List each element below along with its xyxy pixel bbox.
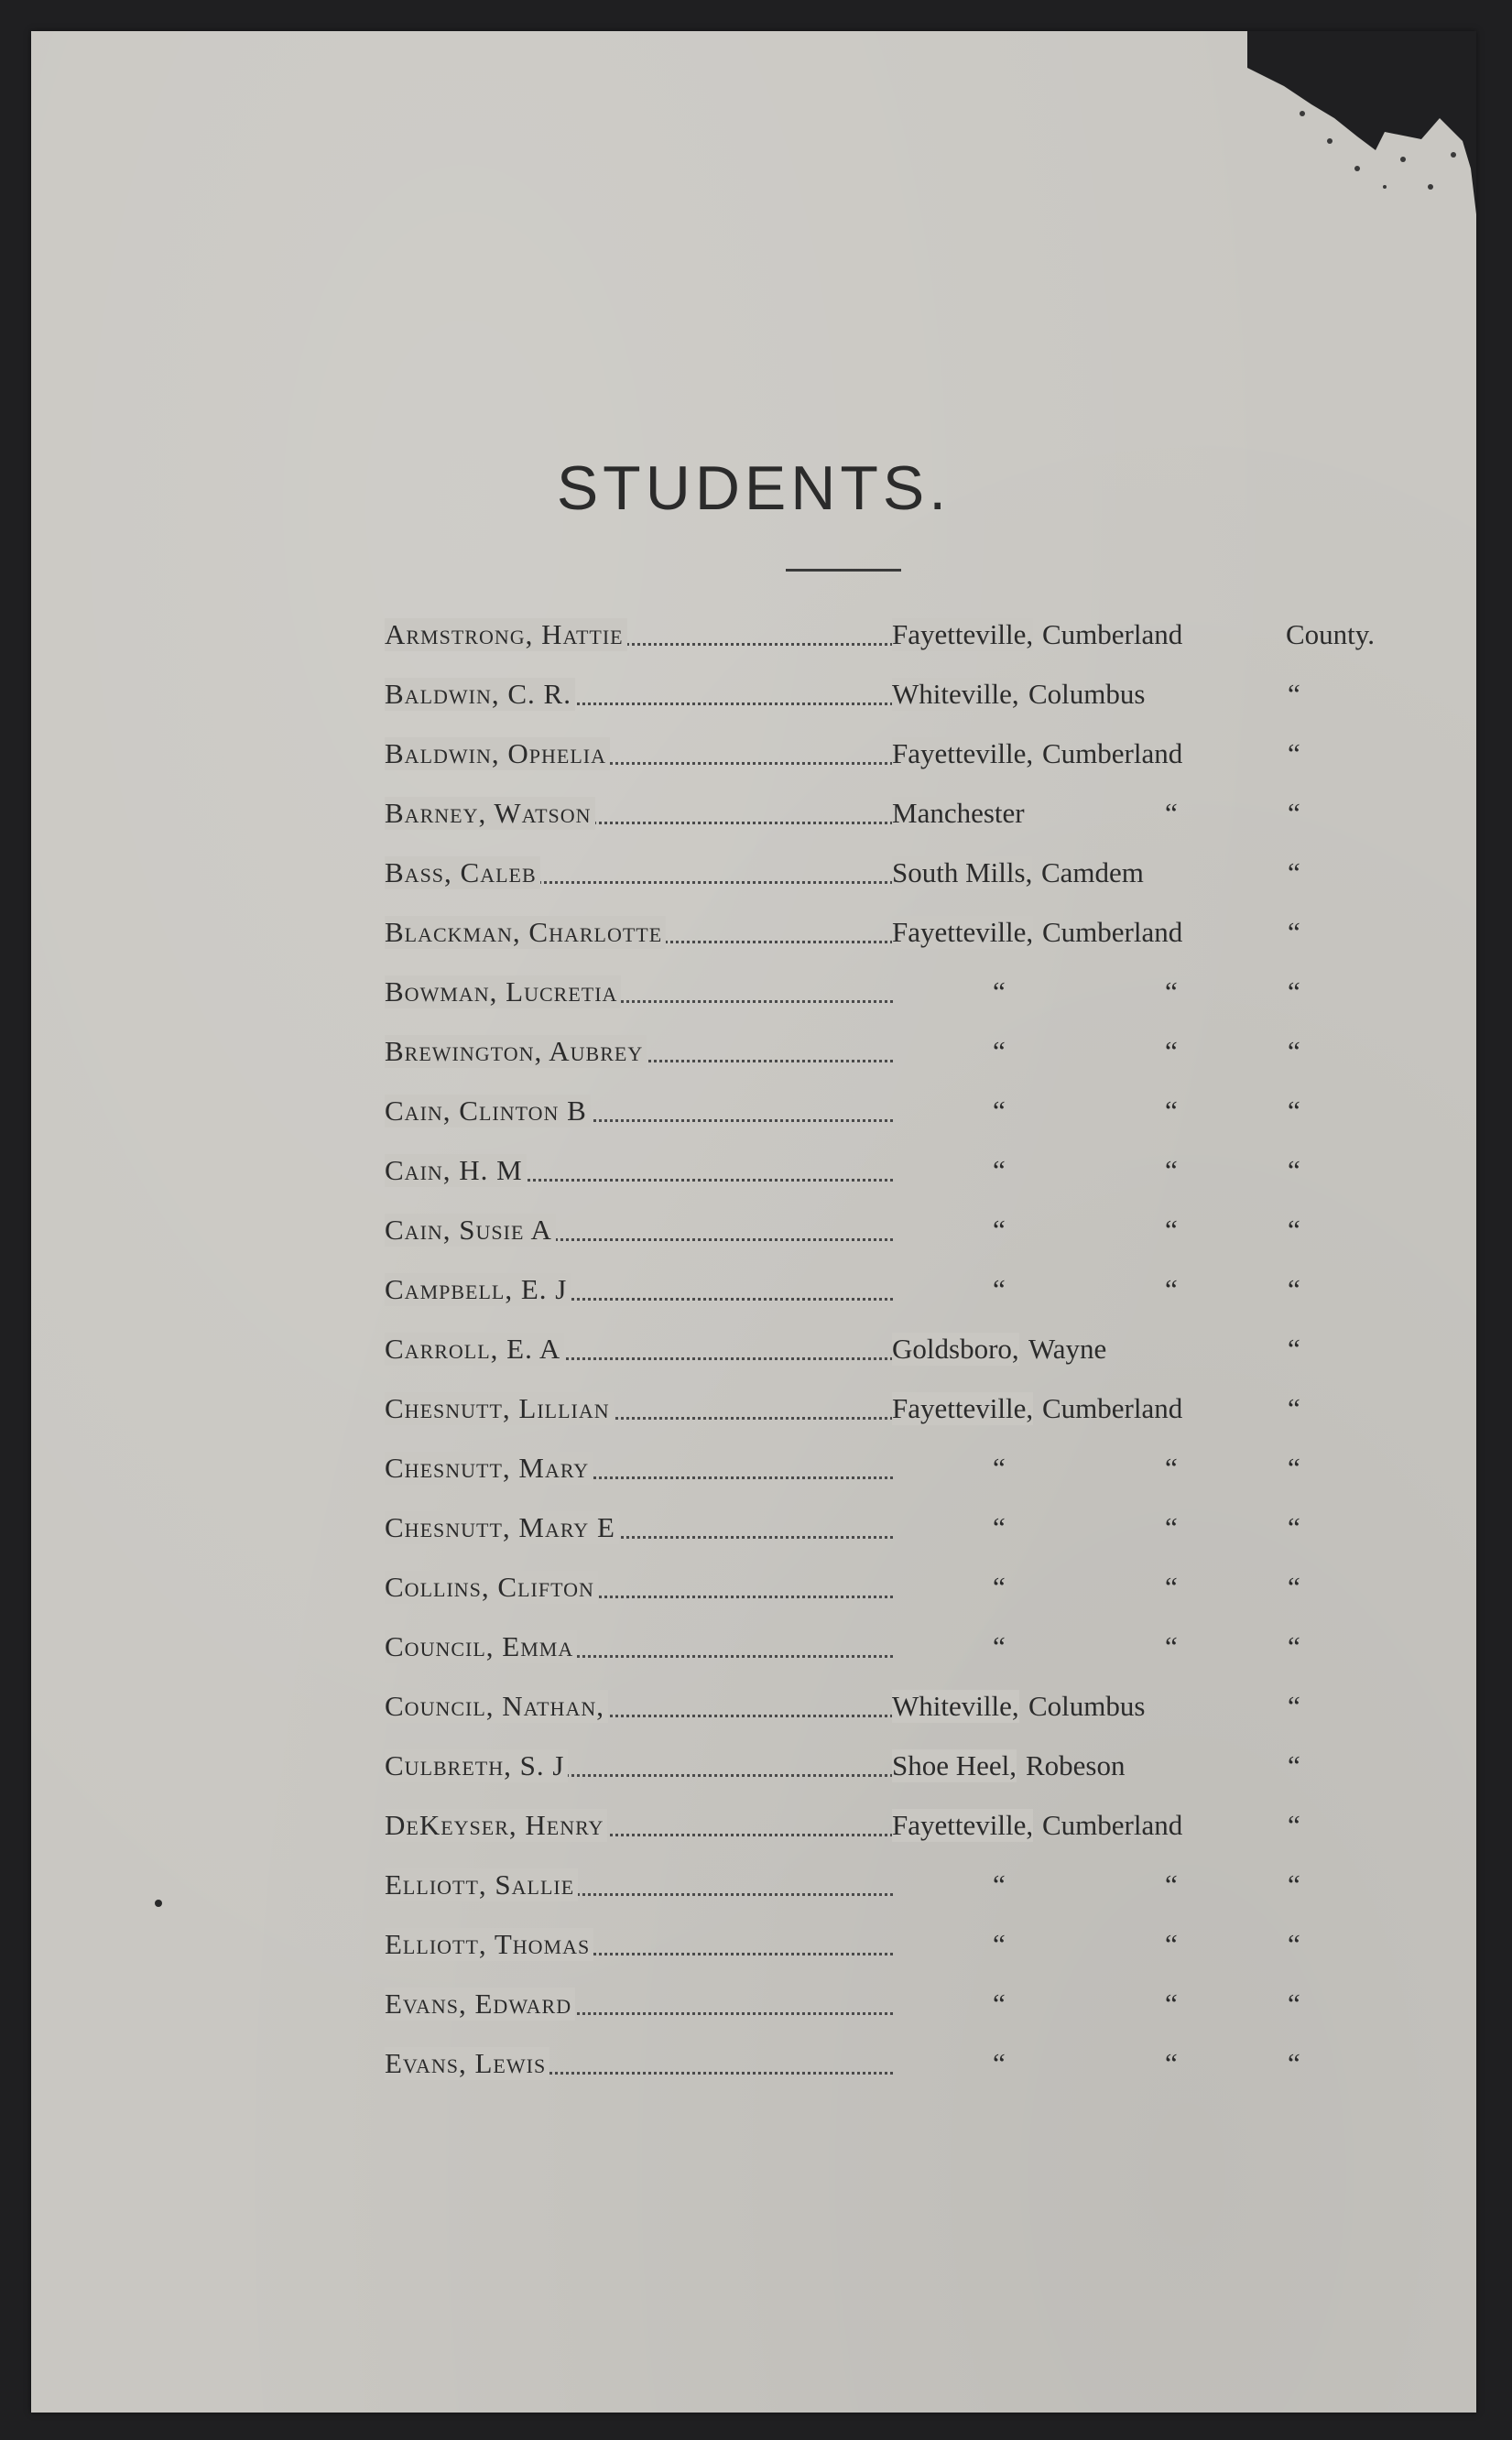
student-name: Evans, Edward	[385, 1988, 575, 2021]
list-item	[385, 897, 1374, 956]
student-county: “	[1165, 975, 1178, 1008]
county-marker: “	[1288, 1452, 1300, 1484]
student-town: Fayetteville,	[892, 737, 1034, 769]
student-town: “	[993, 1630, 1006, 1662]
county-marker: “	[1288, 1095, 1300, 1127]
county-marker: “	[1288, 1868, 1300, 1901]
student-county: “	[1165, 1154, 1178, 1186]
list-item	[385, 2028, 1374, 2087]
student-county: Columbus	[1028, 1690, 1146, 1722]
student-town: Whiteville,	[892, 1690, 1019, 1722]
student-county: Robeson	[1026, 1749, 1126, 1781]
student-town: “	[993, 1214, 1006, 1246]
student-name: Cain, Susie A	[385, 1214, 556, 1247]
student-county: “	[1165, 1452, 1178, 1484]
student-name: Bass, Caleb	[385, 856, 540, 889]
student-town: “	[993, 1452, 1006, 1484]
county-marker: “	[1288, 678, 1300, 710]
list-item	[385, 1611, 1374, 1671]
student-town: “	[993, 2047, 1006, 2079]
list-item	[385, 1016, 1374, 1075]
student-name: Elliott, Sallie	[385, 1868, 578, 1901]
county-marker: “	[1288, 975, 1300, 1008]
student-town: “	[993, 1571, 1006, 1603]
student-name: Carroll, E. A	[385, 1333, 564, 1366]
student-town: Goldsboro,	[892, 1333, 1019, 1365]
student-town: Shoe Heel,	[892, 1749, 1017, 1781]
student-town: “	[993, 1273, 1006, 1305]
student-county: “	[1165, 1630, 1178, 1662]
student-town: Manchester	[892, 797, 1025, 829]
document-page	[31, 31, 1476, 2413]
student-town: Fayetteville,	[892, 1809, 1034, 1841]
list-item	[385, 837, 1374, 897]
county-marker: “	[1288, 856, 1300, 888]
student-county: Cumberland	[1042, 618, 1183, 650]
student-name: Chesnutt, Mary	[385, 1452, 593, 1485]
student-town: Fayetteville,	[892, 1392, 1034, 1424]
student-name: Culbreth, S. J	[385, 1749, 568, 1782]
student-county: Cumberland	[1042, 1392, 1183, 1424]
county-marker: “	[1288, 797, 1300, 829]
county-marker: “	[1288, 2047, 1300, 2079]
list-item	[385, 1730, 1374, 1790]
student-town: “	[993, 1928, 1006, 1960]
county-marker: “	[1288, 916, 1300, 948]
student-name: Brewington, Aubrey	[385, 1035, 647, 1068]
student-county: Cumberland	[1042, 916, 1183, 948]
student-name: Bowman, Lucretia	[385, 975, 621, 1008]
student-name: Elliott, Thomas	[385, 1928, 593, 1961]
list-item	[385, 599, 1374, 659]
student-town: “	[993, 1035, 1006, 1067]
student-county: “	[1165, 1571, 1178, 1603]
county-marker: “	[1288, 1928, 1300, 1960]
student-county: Cumberland	[1042, 1809, 1183, 1841]
ink-speck	[155, 1900, 162, 1907]
student-town: South Mills,	[892, 856, 1033, 888]
list-item	[385, 1313, 1374, 1373]
county-marker: “	[1288, 1690, 1300, 1722]
student-name: Campbell, E. J	[385, 1273, 571, 1306]
student-county: Cumberland	[1042, 737, 1183, 769]
list-item	[385, 1909, 1374, 1968]
county-marker: “	[1288, 1273, 1300, 1305]
student-county: “	[1165, 1035, 1178, 1067]
student-name: Armstrong, Hattie	[385, 618, 627, 651]
list-item	[385, 1075, 1374, 1135]
county-marker: “	[1288, 1511, 1300, 1543]
student-county: Wayne	[1028, 1333, 1107, 1365]
list-item	[385, 1968, 1374, 2028]
student-name: Baldwin, Ophelia	[385, 737, 610, 770]
student-county: Columbus	[1028, 678, 1146, 710]
student-county: “	[1165, 1273, 1178, 1305]
student-name: Evans, Lewis	[385, 2047, 549, 2080]
student-name: Council, Emma	[385, 1630, 577, 1663]
student-list	[385, 599, 1374, 2087]
list-item	[385, 778, 1374, 837]
student-name: Cain, H. M	[385, 1154, 527, 1187]
torn-corner-damage	[1247, 31, 1476, 214]
county-marker: “	[1288, 1333, 1300, 1365]
student-name: Chesnutt, Mary E	[385, 1511, 619, 1544]
county-marker: “	[1288, 1988, 1300, 2020]
student-name: Chesnutt, Lillian	[385, 1392, 614, 1425]
list-item	[385, 1849, 1374, 1909]
county-marker: “	[1288, 1571, 1300, 1603]
student-name: Baldwin, C. R.	[385, 678, 575, 711]
list-item	[385, 1552, 1374, 1611]
list-item	[385, 718, 1374, 778]
page-title: STUDENTS.	[556, 453, 952, 523]
student-name: Collins, Clifton	[385, 1571, 598, 1604]
student-county: “	[1165, 2047, 1178, 2079]
list-item	[385, 1254, 1374, 1313]
student-county: “	[1165, 1511, 1178, 1543]
county-marker: “	[1288, 1749, 1300, 1781]
county-marker: “	[1288, 1809, 1300, 1841]
student-county: Camdem	[1041, 856, 1144, 888]
student-name: Council, Nathan,	[385, 1690, 608, 1723]
county-marker: “	[1288, 1035, 1300, 1067]
student-county: “	[1165, 1928, 1178, 1960]
county-marker: County.	[1286, 618, 1376, 650]
student-town: “	[993, 975, 1006, 1008]
student-town: Fayetteville,	[892, 916, 1034, 948]
student-name: Barney, Watson	[385, 797, 595, 830]
county-marker: “	[1288, 1214, 1300, 1246]
county-marker: “	[1288, 1630, 1300, 1662]
student-name: Cain, Clinton B	[385, 1095, 591, 1127]
list-item	[385, 1492, 1374, 1552]
list-item	[385, 1671, 1374, 1730]
list-item	[385, 1432, 1374, 1492]
student-town: “	[993, 1988, 1006, 2020]
county-marker: “	[1288, 1154, 1300, 1186]
student-name: DeKeyser, Henry	[385, 1809, 607, 1842]
list-item	[385, 1135, 1374, 1194]
student-town: “	[993, 1868, 1006, 1901]
student-town: “	[993, 1095, 1006, 1127]
student-town: Whiteville,	[892, 678, 1019, 710]
student-county: “	[1165, 1214, 1178, 1246]
list-item	[385, 956, 1374, 1016]
student-name: Blackman, Charlotte	[385, 916, 666, 949]
list-item	[385, 1373, 1374, 1432]
student-county: “	[1165, 1868, 1178, 1901]
student-town: “	[993, 1154, 1006, 1186]
student-town: “	[993, 1511, 1006, 1543]
student-county: “	[1165, 1988, 1178, 2020]
list-item	[385, 1194, 1374, 1254]
student-county: “	[1165, 797, 1178, 829]
county-marker: “	[1288, 737, 1300, 769]
list-item	[385, 1790, 1374, 1849]
student-town: Fayetteville,	[892, 618, 1034, 650]
student-county: “	[1165, 1095, 1178, 1127]
list-item	[385, 659, 1374, 718]
title-rule	[786, 569, 901, 572]
county-marker: “	[1288, 1392, 1300, 1424]
